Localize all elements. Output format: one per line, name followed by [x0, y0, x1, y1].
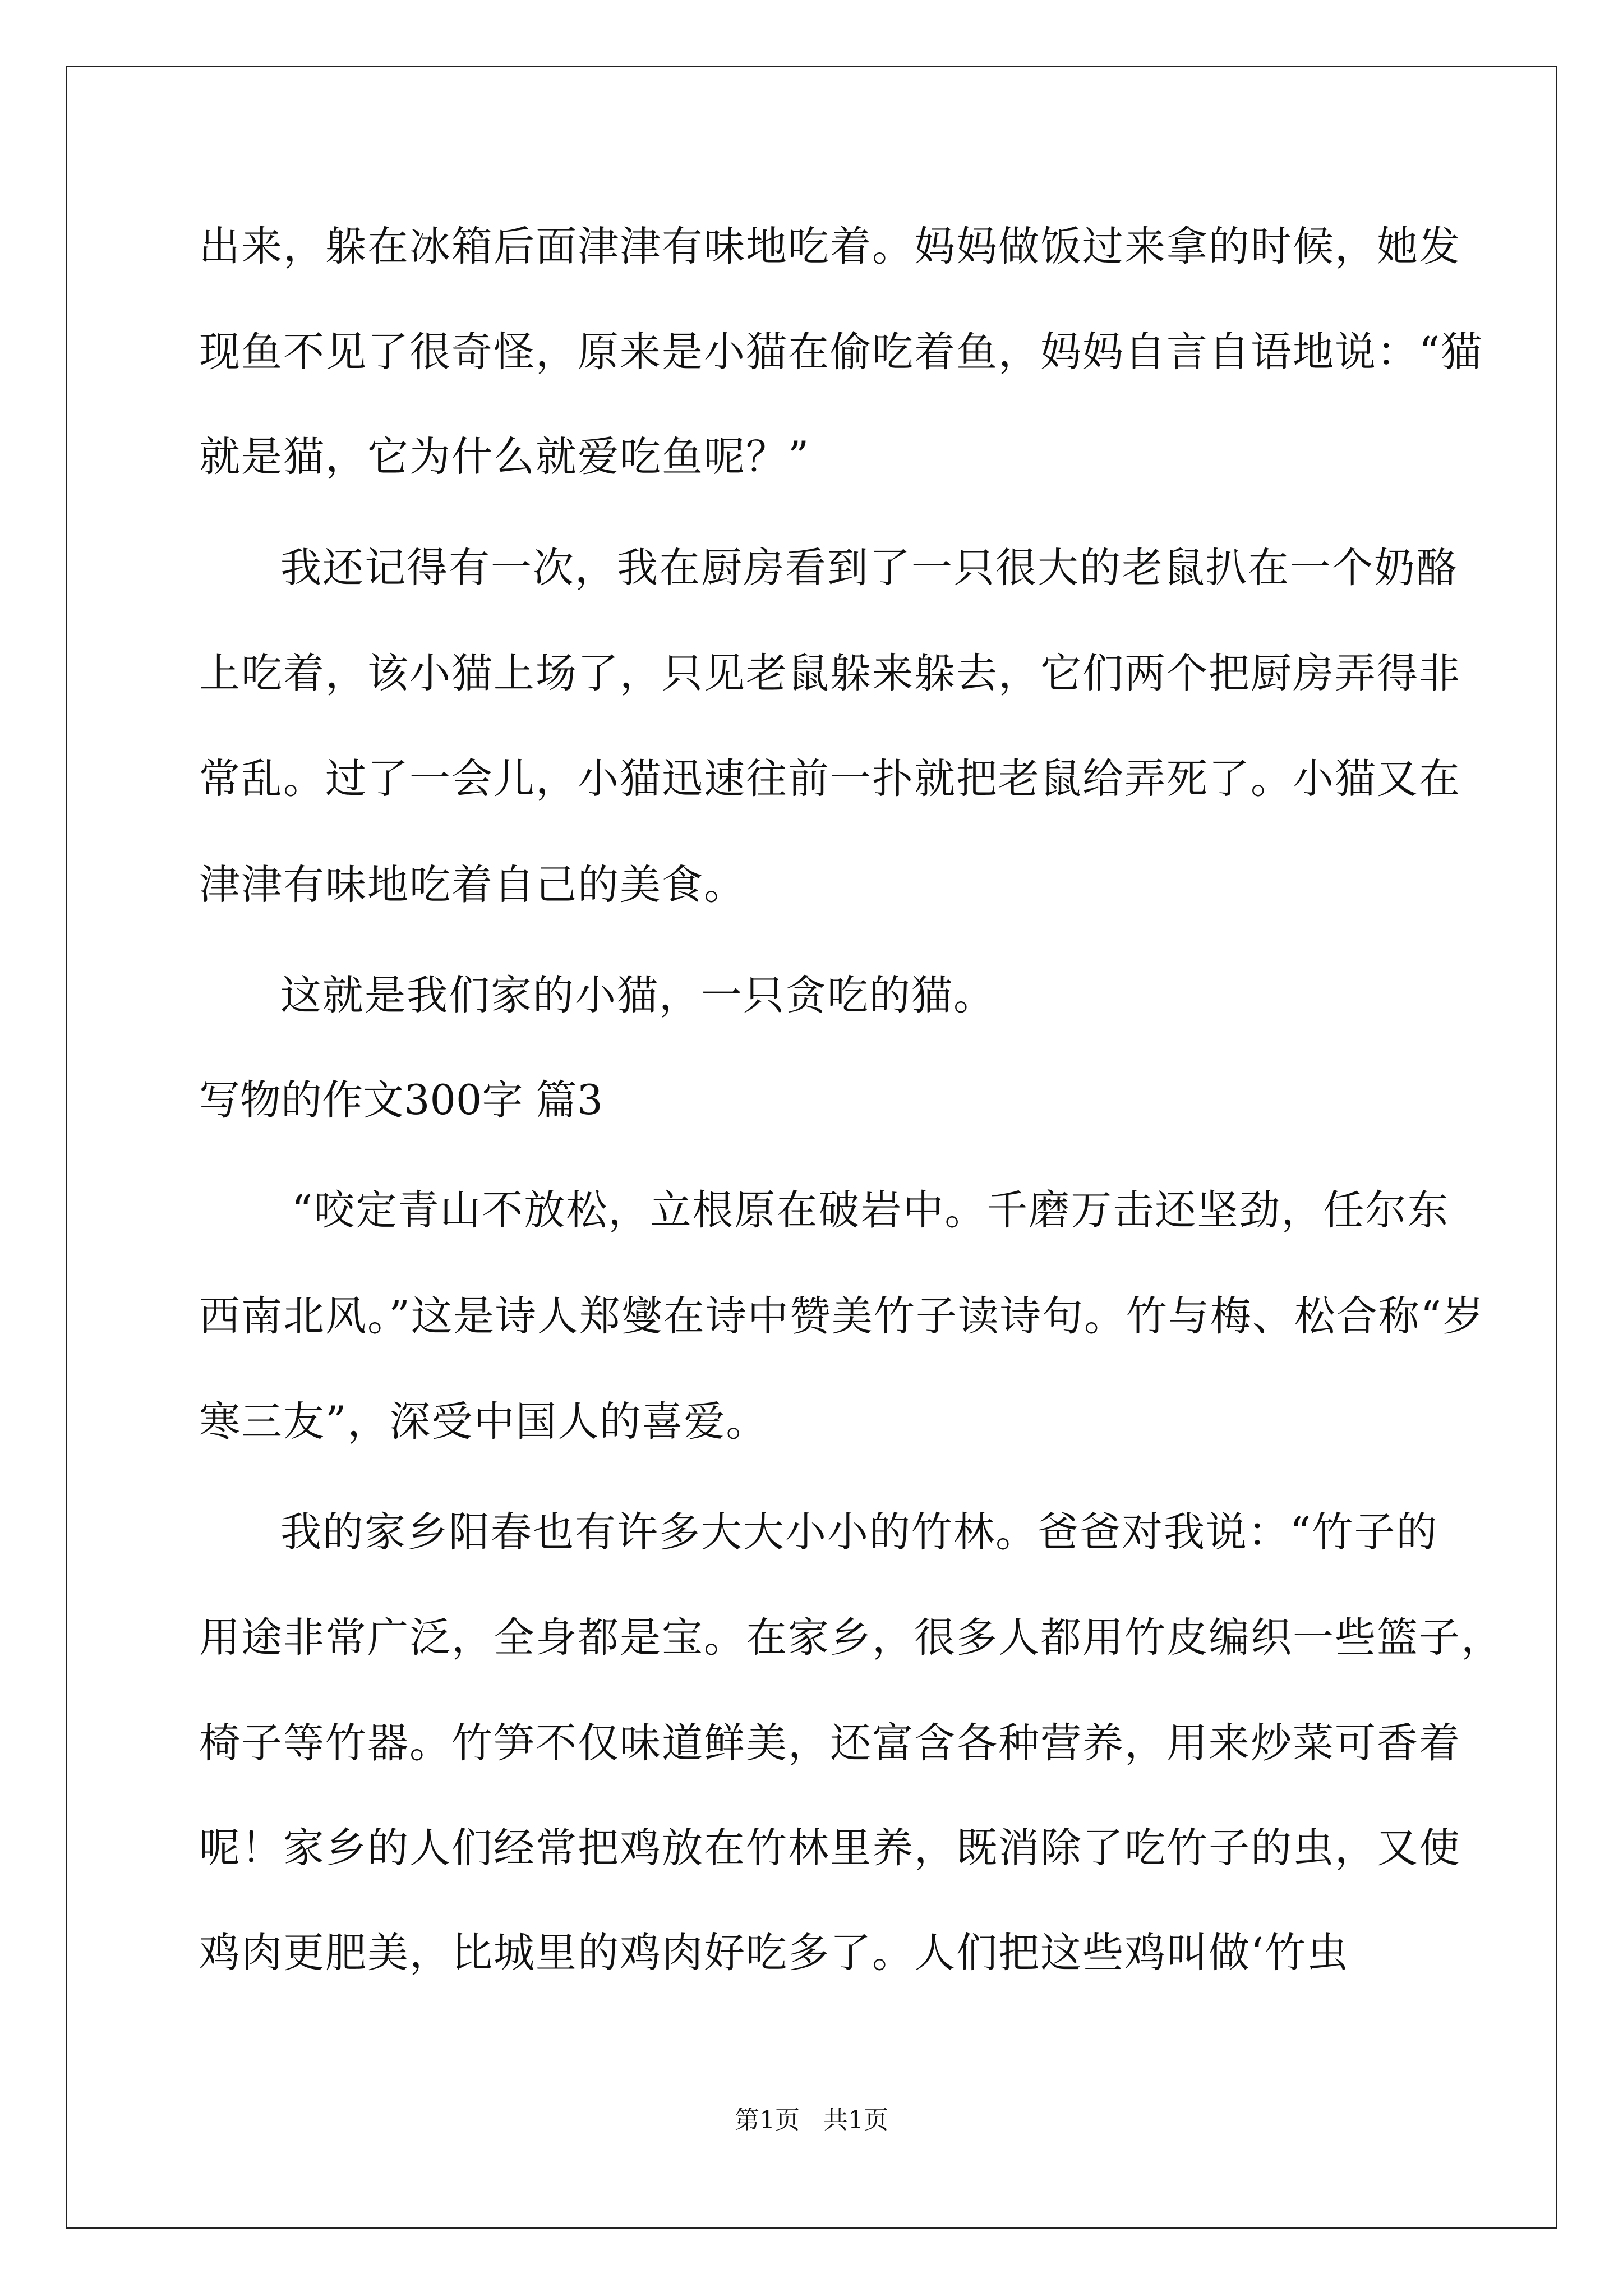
page-footer: 第1页 共1页	[735, 2106, 888, 2134]
text-line: 就是猫，它为什么就爱吃鱼呢？”	[199, 433, 810, 481]
text-line: 出来，躲在冰箱后面津津有味地吃着。妈妈做饭过来拿的时候，她发	[199, 223, 1461, 270]
paragraph-start-line: “咬定青山不放松，立根原在破岩中。千磨万击还坚劲，任尔东	[292, 1186, 1450, 1234]
paragraph-start-line: 我还记得有一次，我在厨房看到了一只很大的老鼠扒在一个奶酪	[280, 544, 1458, 592]
text-line: 鸡肉更肥美，比城里的鸡肉好吃多了。人们把这些鸡叫做‘竹虫	[199, 1929, 1349, 1977]
section-heading: 写物的作文300字 篇3	[199, 1076, 603, 1124]
text-line: 用途非常广泛，全身都是宝。在家乡，很多人都用竹皮编织一些篮子，	[199, 1614, 1503, 1662]
text-line: 上吃着，该小猫上场了，只见老鼠躲来躲去，它们两个把厨房弄得非	[199, 650, 1461, 697]
text-line: 常乱。过了一会儿，小猫迅速往前一扑就把老鼠给弄死了。小猫又在	[199, 755, 1461, 803]
text-line: 西南北风。”这是诗人郑燮在诗中赞美竹子读诗句。竹与梅、松合称“岁	[199, 1292, 1485, 1340]
text-line: 椅子等竹器。竹笋不仅味道鲜美，还富含各种营养，用来炒菜可香着	[199, 1719, 1461, 1767]
text-line: 现鱼不见了很奇怪，原来是小猫在偷吃着鱼，妈妈自言自语地说：“猫	[199, 328, 1483, 376]
paragraph-start-line: 我的家乡阳春也有许多大大小小的竹林。爸爸对我说：“竹子的	[280, 1508, 1438, 1556]
paragraph-start-line: 这就是我们家的小猫，一只贪吃的猫。	[280, 972, 995, 1019]
text-line: 津津有味地吃着自己的美食。	[199, 861, 746, 909]
text-line: 呢！家乡的人们经常把鸡放在竹林里养，既消除了吃竹子的虫，又使	[199, 1824, 1461, 1872]
text-line: 寒三友”，深受中国人的喜爱。	[199, 1398, 768, 1446]
page-border	[66, 66, 1557, 2229]
